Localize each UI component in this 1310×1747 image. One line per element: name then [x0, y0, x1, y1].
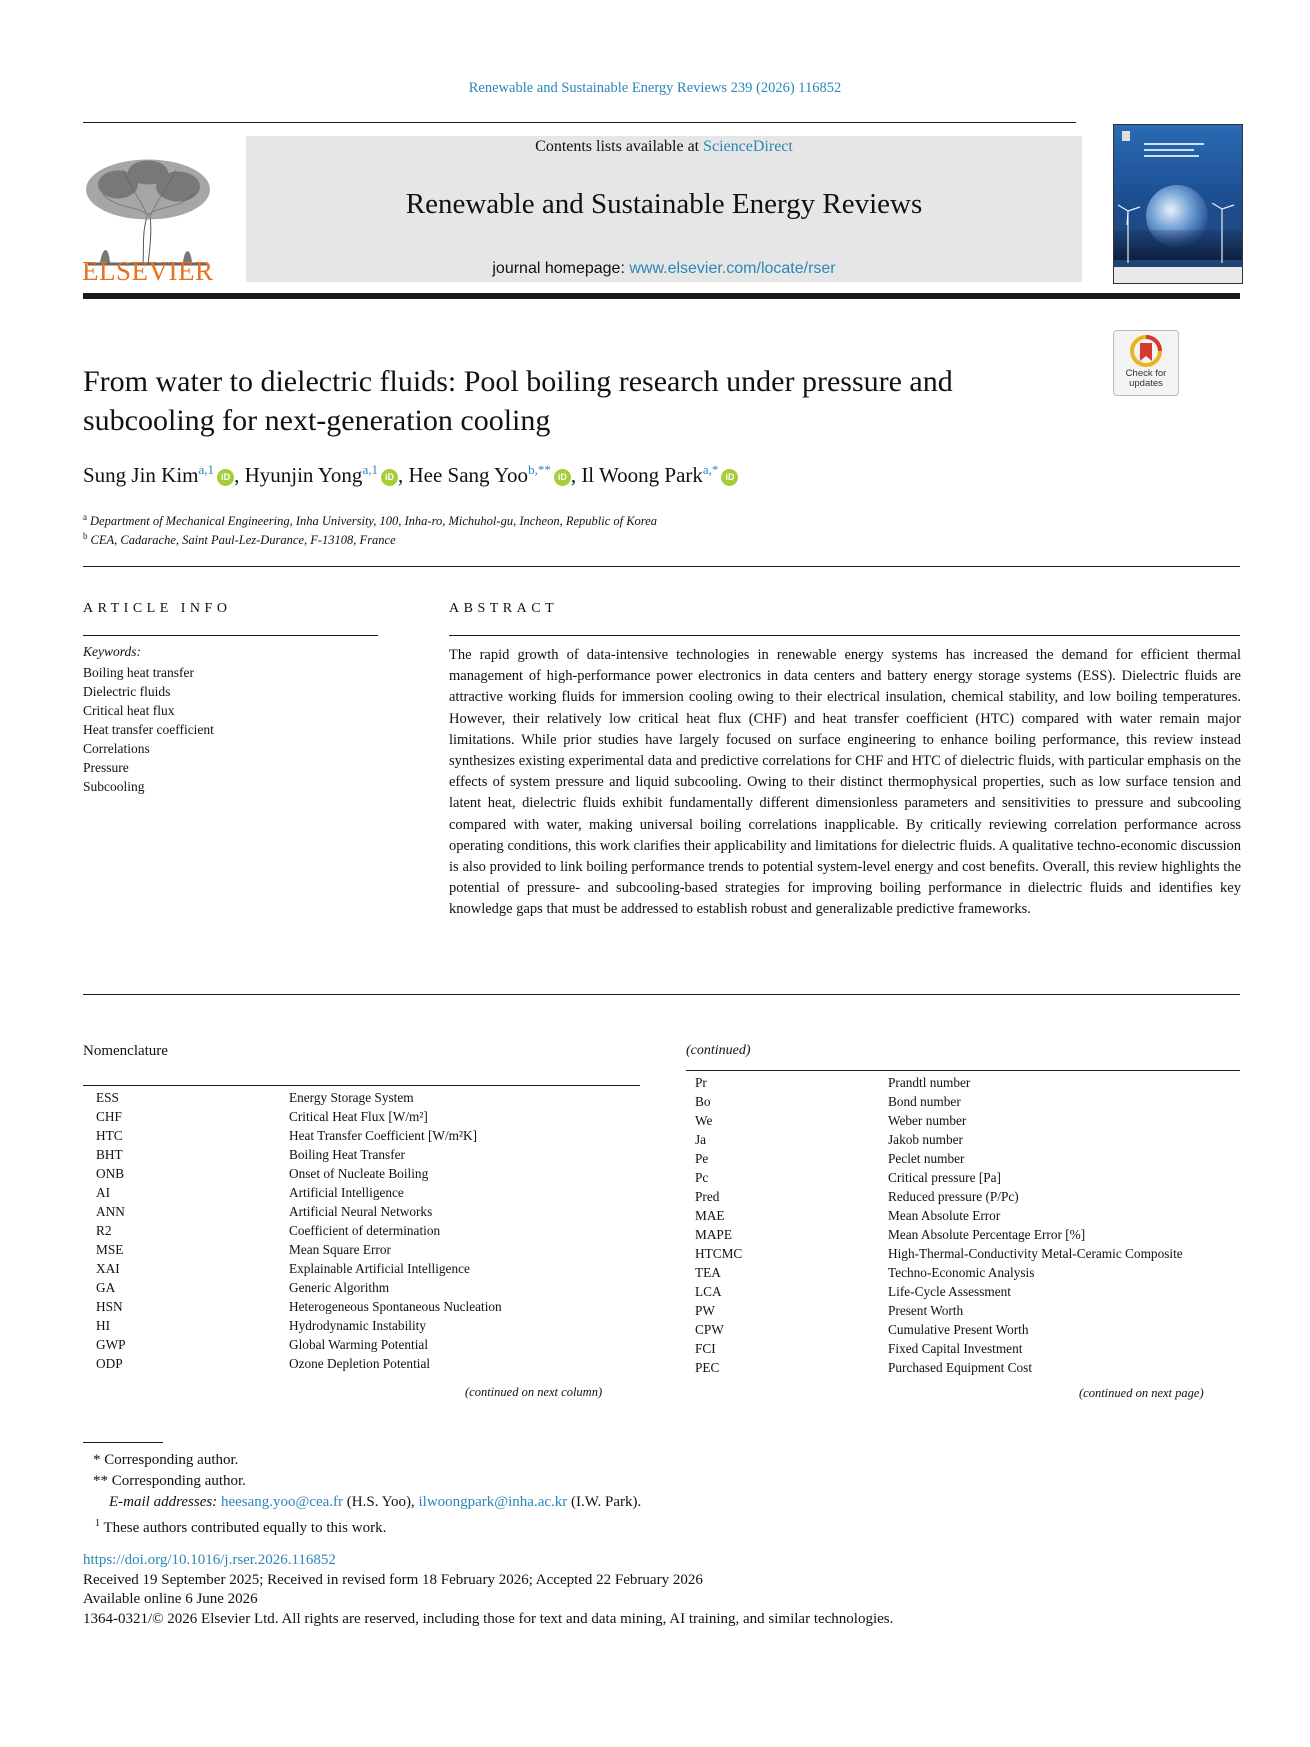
table-row — [96, 1107, 502, 1126]
author-affiliation-mark[interactable]: a,* — [702, 462, 719, 477]
nomenclature-symbol: GWP — [96, 1337, 126, 1352]
available-online: Available online 6 June 2026 — [83, 1591, 258, 1607]
nomenclature-definition: Explainable Artificial Intelligence — [289, 1261, 470, 1276]
nomenclature-symbol: ODP — [96, 1356, 123, 1371]
keyword: Heat transfer coefficient — [83, 722, 214, 737]
nomenclature-symbol: MAPE — [695, 1227, 732, 1242]
keyword-list — [83, 663, 214, 796]
author-affiliation-mark[interactable]: a,1 — [362, 462, 378, 477]
nomenclature-symbol: CHF — [96, 1109, 122, 1124]
table-row — [96, 1240, 502, 1259]
affiliation-a — [83, 512, 657, 529]
nomenclature-symbol: Ja — [695, 1132, 707, 1147]
affiliations-rule — [83, 566, 1240, 567]
nomenclature-symbol: BHT — [96, 1147, 123, 1162]
table-row — [96, 1164, 502, 1183]
keyword: Pressure — [83, 760, 129, 775]
nomenclature-definition: Techno-Economic Analysis — [888, 1265, 1035, 1280]
copyright-notice: 1364-0321/© 2026 Elsevier Ltd. All rights are reserved, including those for text and data mining, AI training, and similar technologies. — [83, 1610, 894, 1627]
nomenclature-symbol: MSE — [96, 1242, 124, 1257]
elsevier-wordmark: ELSEVIER — [82, 256, 214, 286]
nomenclature-definition: Ozone Depletion Potential — [289, 1356, 431, 1371]
nomenclature-definition: Mean Absolute Error — [888, 1208, 1001, 1223]
author-affiliation-mark[interactable]: a,1 — [198, 462, 215, 477]
nomenclature-symbol: PEC — [695, 1360, 720, 1375]
table-row — [96, 1126, 502, 1145]
affiliation-mark: b — [83, 531, 88, 541]
nomenclature-definition: Reduced pressure (P/Pc) — [888, 1189, 1019, 1204]
table-row — [695, 1168, 1183, 1187]
affiliation-b — [83, 531, 396, 548]
author-list: Sung Jin Kim$^{a,1}$ iD , Hyunjin Yong$^{a,1}$ iD , Hee Sang Yoo$^{b,**}$ iD , Il Woong Park$^{a,*}$ iD — [83, 462, 738, 488]
table-row — [695, 1130, 1183, 1149]
abstract-heading: ABSTRACT — [449, 601, 559, 616]
nomenclature-continued-label: (continued) — [686, 1043, 751, 1058]
nomenclature-definition: Onset of Nucleate Boiling — [289, 1166, 429, 1181]
email-name-yoo: (H.S. Yoo), — [343, 1494, 419, 1510]
table-row — [96, 1335, 502, 1354]
nomenclature-definition: Bond number — [888, 1094, 961, 1109]
article-info-rule — [83, 635, 378, 636]
homepage-link[interactable]: www.elsevier.com/locate/rser — [629, 260, 836, 277]
nomenclature-symbol: HI — [96, 1318, 111, 1333]
table-row — [96, 1278, 502, 1297]
table-row — [695, 1320, 1183, 1339]
crossmark-line1: Check for — [1125, 368, 1167, 379]
header-top-rule — [83, 122, 1076, 123]
abstract-rule — [449, 635, 1240, 636]
email-label: E-mail addresses: — [109, 1494, 218, 1510]
nomenclature-title: Nomenclature — [83, 1043, 168, 1059]
header-thick-rule — [83, 293, 1240, 299]
keywords-label: Keywords: — [83, 644, 141, 659]
nomenclature-symbol: R2 — [96, 1223, 112, 1238]
table-row — [96, 1183, 502, 1202]
affiliation-mark: a — [83, 512, 87, 522]
nomenclature-definition: Hydrodynamic Instability — [289, 1318, 427, 1333]
nomenclature-left-table — [96, 1088, 502, 1373]
nomenclature-symbol: We — [695, 1113, 713, 1128]
nomenclature-symbol: HSN — [96, 1299, 123, 1314]
author-name: Il Woong Park — [581, 463, 703, 487]
keyword: Dielectric fluids — [83, 684, 171, 699]
table-row — [695, 1225, 1183, 1244]
nomenclature-definition: Jakob number — [888, 1132, 963, 1147]
nomenclature-definition: Fixed Capital Investment — [888, 1341, 1023, 1356]
nomenclature-left-rule — [83, 1085, 640, 1086]
nomenclature-symbol: ANN — [96, 1204, 125, 1219]
nomenclature-definition: Artificial Intelligence — [289, 1185, 404, 1200]
nomenclature-definition: Heat Transfer Coefficient [W/m²K] — [289, 1128, 478, 1143]
crossmark-line2: updates — [1129, 378, 1163, 389]
check-for-updates-badge[interactable] — [1113, 330, 1179, 396]
table-row — [695, 1111, 1183, 1130]
table-row — [96, 1297, 502, 1316]
nomenclature-symbol: TEA — [695, 1265, 721, 1280]
article-info-heading: ARTICLE INFO — [83, 601, 232, 616]
table-row — [695, 1282, 1183, 1301]
table-row — [96, 1259, 502, 1278]
table-row — [96, 1354, 502, 1373]
crossmark-icon — [1130, 335, 1162, 369]
contents-line — [246, 138, 1082, 156]
nomenclature-right-table — [695, 1073, 1183, 1377]
abstract-text: The rapid growth of data-intensive technologies in renewable energy systems has increased the demand for efficient thermal management of high-performance power electronics in data centers and battery energy storage systems (ESS). Dielectric fluids are attractive working fluids for immersion cooling owing to their electrical insulation, chemical stability, and low boiling temperatures. However, their relatively low critical heat flux (CHF) and heat transfer coefficient (HTC) compared with water remain major limitations. While prior studies have largely focused on surface engineering to enhance boiling performance, this review instead synthesizes existing experimental data and predictive correlations for CHF and HTC of dielectric fluids, with particular emphasis on the effects of system pressure and liquid subcooling. Owing to their distinct thermophysical properties, such as low surface tension and latent heat, dielectric fluids exhibit fundamentally different dimensionless parameters and sensitivities to pressure and subcooling compared with water, making universal boiling correlations inapplicable. By critically reviewing correlation performance across operating conditions, this work clarifies their applicability and limitations for dielectric fluids. A qualitative techno-economic discussion is also provided to link boiling performance trends to potential system-level energy and cost benefits. Overall, this review highlights the potential of pressure- and subcooling-based strategies for improving boiling performance in dielectric fluids and identifies key knowledge gaps that must be addressed to establish robust and generalizable predictive frameworks. — [449, 647, 1241, 918]
nomenclature-definition: Heterogeneous Spontaneous Nucleation — [289, 1299, 502, 1314]
table-row — [695, 1206, 1183, 1225]
nomenclature-definition: Boiling Heat Transfer — [289, 1147, 405, 1162]
table-row — [695, 1339, 1183, 1358]
table-row — [695, 1187, 1183, 1206]
nomenclature-symbol: XAI — [96, 1261, 120, 1276]
nomenclature-definition: Peclet number — [888, 1151, 965, 1166]
abstract-bottom-rule — [83, 994, 1240, 995]
email-name-park: (I.W. Park). — [567, 1494, 642, 1510]
homepage-line — [246, 260, 1082, 278]
nomenclature-definition: Prandtl number — [888, 1075, 971, 1090]
table-row — [96, 1316, 502, 1335]
table-row — [695, 1358, 1183, 1377]
nomenclature-definition: Critical Heat Flux [W/m²] — [289, 1109, 428, 1124]
footnote-equal-contribution — [83, 1513, 641, 1539]
sciencedirect-link[interactable]: ScienceDirect — [703, 138, 793, 155]
footnote-mark: 1 — [95, 1518, 100, 1529]
continued-next-column-note: (continued on next column) — [465, 1385, 603, 1399]
orcid-icon[interactable]: iD — [217, 469, 234, 486]
nomenclature-definition: Generic Algorithm — [289, 1280, 390, 1295]
nomenclature-symbol: Bo — [695, 1094, 711, 1109]
nomenclature-definition: Mean Absolute Percentage Error [%] — [888, 1227, 1086, 1242]
nomenclature-symbol: LCA — [695, 1284, 722, 1299]
nomenclature-definition: Cumulative Present Worth — [888, 1322, 1029, 1337]
nomenclature-symbol: ESS — [96, 1090, 119, 1105]
nomenclature-symbol: HTC — [96, 1128, 123, 1143]
nomenclature-symbol: Pc — [695, 1170, 709, 1185]
journal-cover-thumbnail[interactable] — [1113, 124, 1243, 284]
table-row — [695, 1092, 1183, 1111]
nomenclature-symbol: ONB — [96, 1166, 125, 1181]
table-row — [695, 1073, 1183, 1092]
nomenclature-symbol: CPW — [695, 1322, 724, 1337]
continued-next-page-note: (continued on next page) — [1079, 1386, 1204, 1400]
nomenclature-right-rule — [686, 1070, 1240, 1071]
table-row — [695, 1244, 1183, 1263]
keyword: Subcooling — [83, 779, 145, 794]
affiliation-text: Department of Mechanical Engineering, Inha University, 100, Inha-ro, Michuhol-gu, Incheon, Republic of Korea — [90, 514, 658, 529]
nomenclature-symbol: Pe — [695, 1151, 709, 1166]
footnote-equal-text: These authors contributed equally to this work. — [103, 1520, 387, 1536]
publication-info — [83, 1551, 893, 1629]
footnotes — [83, 1450, 641, 1539]
nomenclature-symbol: Pred — [695, 1189, 720, 1204]
nomenclature-definition: Weber number — [888, 1113, 967, 1128]
email-link-yoo[interactable]: heesang.yoo@cea.fr — [220, 1494, 344, 1510]
footnote-corresponding-1: * Corresponding author. — [93, 1452, 239, 1468]
author-affiliation-mark[interactable]: b,** — [528, 462, 551, 477]
nomenclature-definition: Purchased Equipment Cost — [888, 1360, 1033, 1375]
nomenclature-definition: Coefficient of determination — [289, 1223, 441, 1238]
table-row — [96, 1202, 502, 1221]
orcid-icon[interactable]: iD — [381, 469, 398, 486]
nomenclature-symbol: AI — [96, 1185, 111, 1200]
nomenclature-symbol: FCI — [695, 1341, 716, 1356]
orcid-icon[interactable]: iD — [721, 469, 738, 486]
journal-reference[interactable]: Renewable and Sustainable Energy Reviews 239 (2026) 116852 — [468, 80, 842, 96]
homepage-prefix: journal homepage: — [492, 260, 630, 277]
table-row — [96, 1221, 502, 1240]
nomenclature-symbol: MAE — [695, 1208, 725, 1223]
table-row — [695, 1301, 1183, 1320]
nomenclature-symbol: PW — [695, 1303, 715, 1318]
nomenclature-symbol: HTCMC — [695, 1246, 743, 1261]
nomenclature-definition: High-Thermal-Conductivity Metal-Ceramic Composite — [888, 1246, 1183, 1261]
contents-prefix: Contents lists available at — [535, 138, 704, 155]
table-row — [96, 1088, 502, 1107]
table-row — [695, 1149, 1183, 1168]
author-name: Hyunjin Yong — [244, 463, 363, 487]
nomenclature-symbol: Pr — [695, 1075, 707, 1090]
email-link-park[interactable]: ilwoongpark@inha.ac.kr — [418, 1494, 568, 1510]
keyword: Critical heat flux — [83, 703, 175, 718]
footnote-corresponding-2: ** Corresponding author. — [93, 1473, 246, 1489]
table-row — [695, 1263, 1183, 1282]
footnote-emails — [83, 1492, 641, 1513]
nomenclature-definition: Mean Square Error — [289, 1242, 391, 1257]
table-row — [96, 1145, 502, 1164]
footnote-rule — [83, 1442, 163, 1443]
nomenclature-definition: Critical pressure [Pa] — [888, 1170, 1001, 1185]
author-name: Sung Jin Kim — [83, 463, 199, 487]
affiliation-text: CEA, Cadarache, Saint Paul-Lez-Durance, F-13108, France — [90, 533, 396, 548]
received-dates: Received 19 September 2025; Received in revised form 18 February 2026; Accepted 22 February 2026 — [83, 1571, 703, 1588]
orcid-icon[interactable]: iD — [554, 469, 571, 486]
article-title: From water to dielectric fluids: Pool boiling research under pressure and subcooling for next-generation cooling — [83, 365, 953, 437]
nomenclature-definition: Artificial Neural Networks — [289, 1204, 433, 1219]
nomenclature-definition: Energy Storage System — [289, 1090, 414, 1105]
nomenclature-symbol: GA — [96, 1280, 116, 1295]
nomenclature-definition: Present Worth — [888, 1303, 964, 1318]
keyword: Correlations — [83, 741, 150, 756]
journal-title: Renewable and Sustainable Energy Reviews — [405, 188, 923, 220]
doi-link[interactable]: https://doi.org/10.1016/j.rser.2026.116852 — [83, 1552, 336, 1568]
author-name: Hee Sang Yoo — [408, 463, 529, 487]
nomenclature-definition: Global Warming Potential — [289, 1337, 429, 1352]
nomenclature-definition: Life-Cycle Assessment — [888, 1284, 1011, 1299]
keyword: Boiling heat transfer — [83, 665, 194, 680]
